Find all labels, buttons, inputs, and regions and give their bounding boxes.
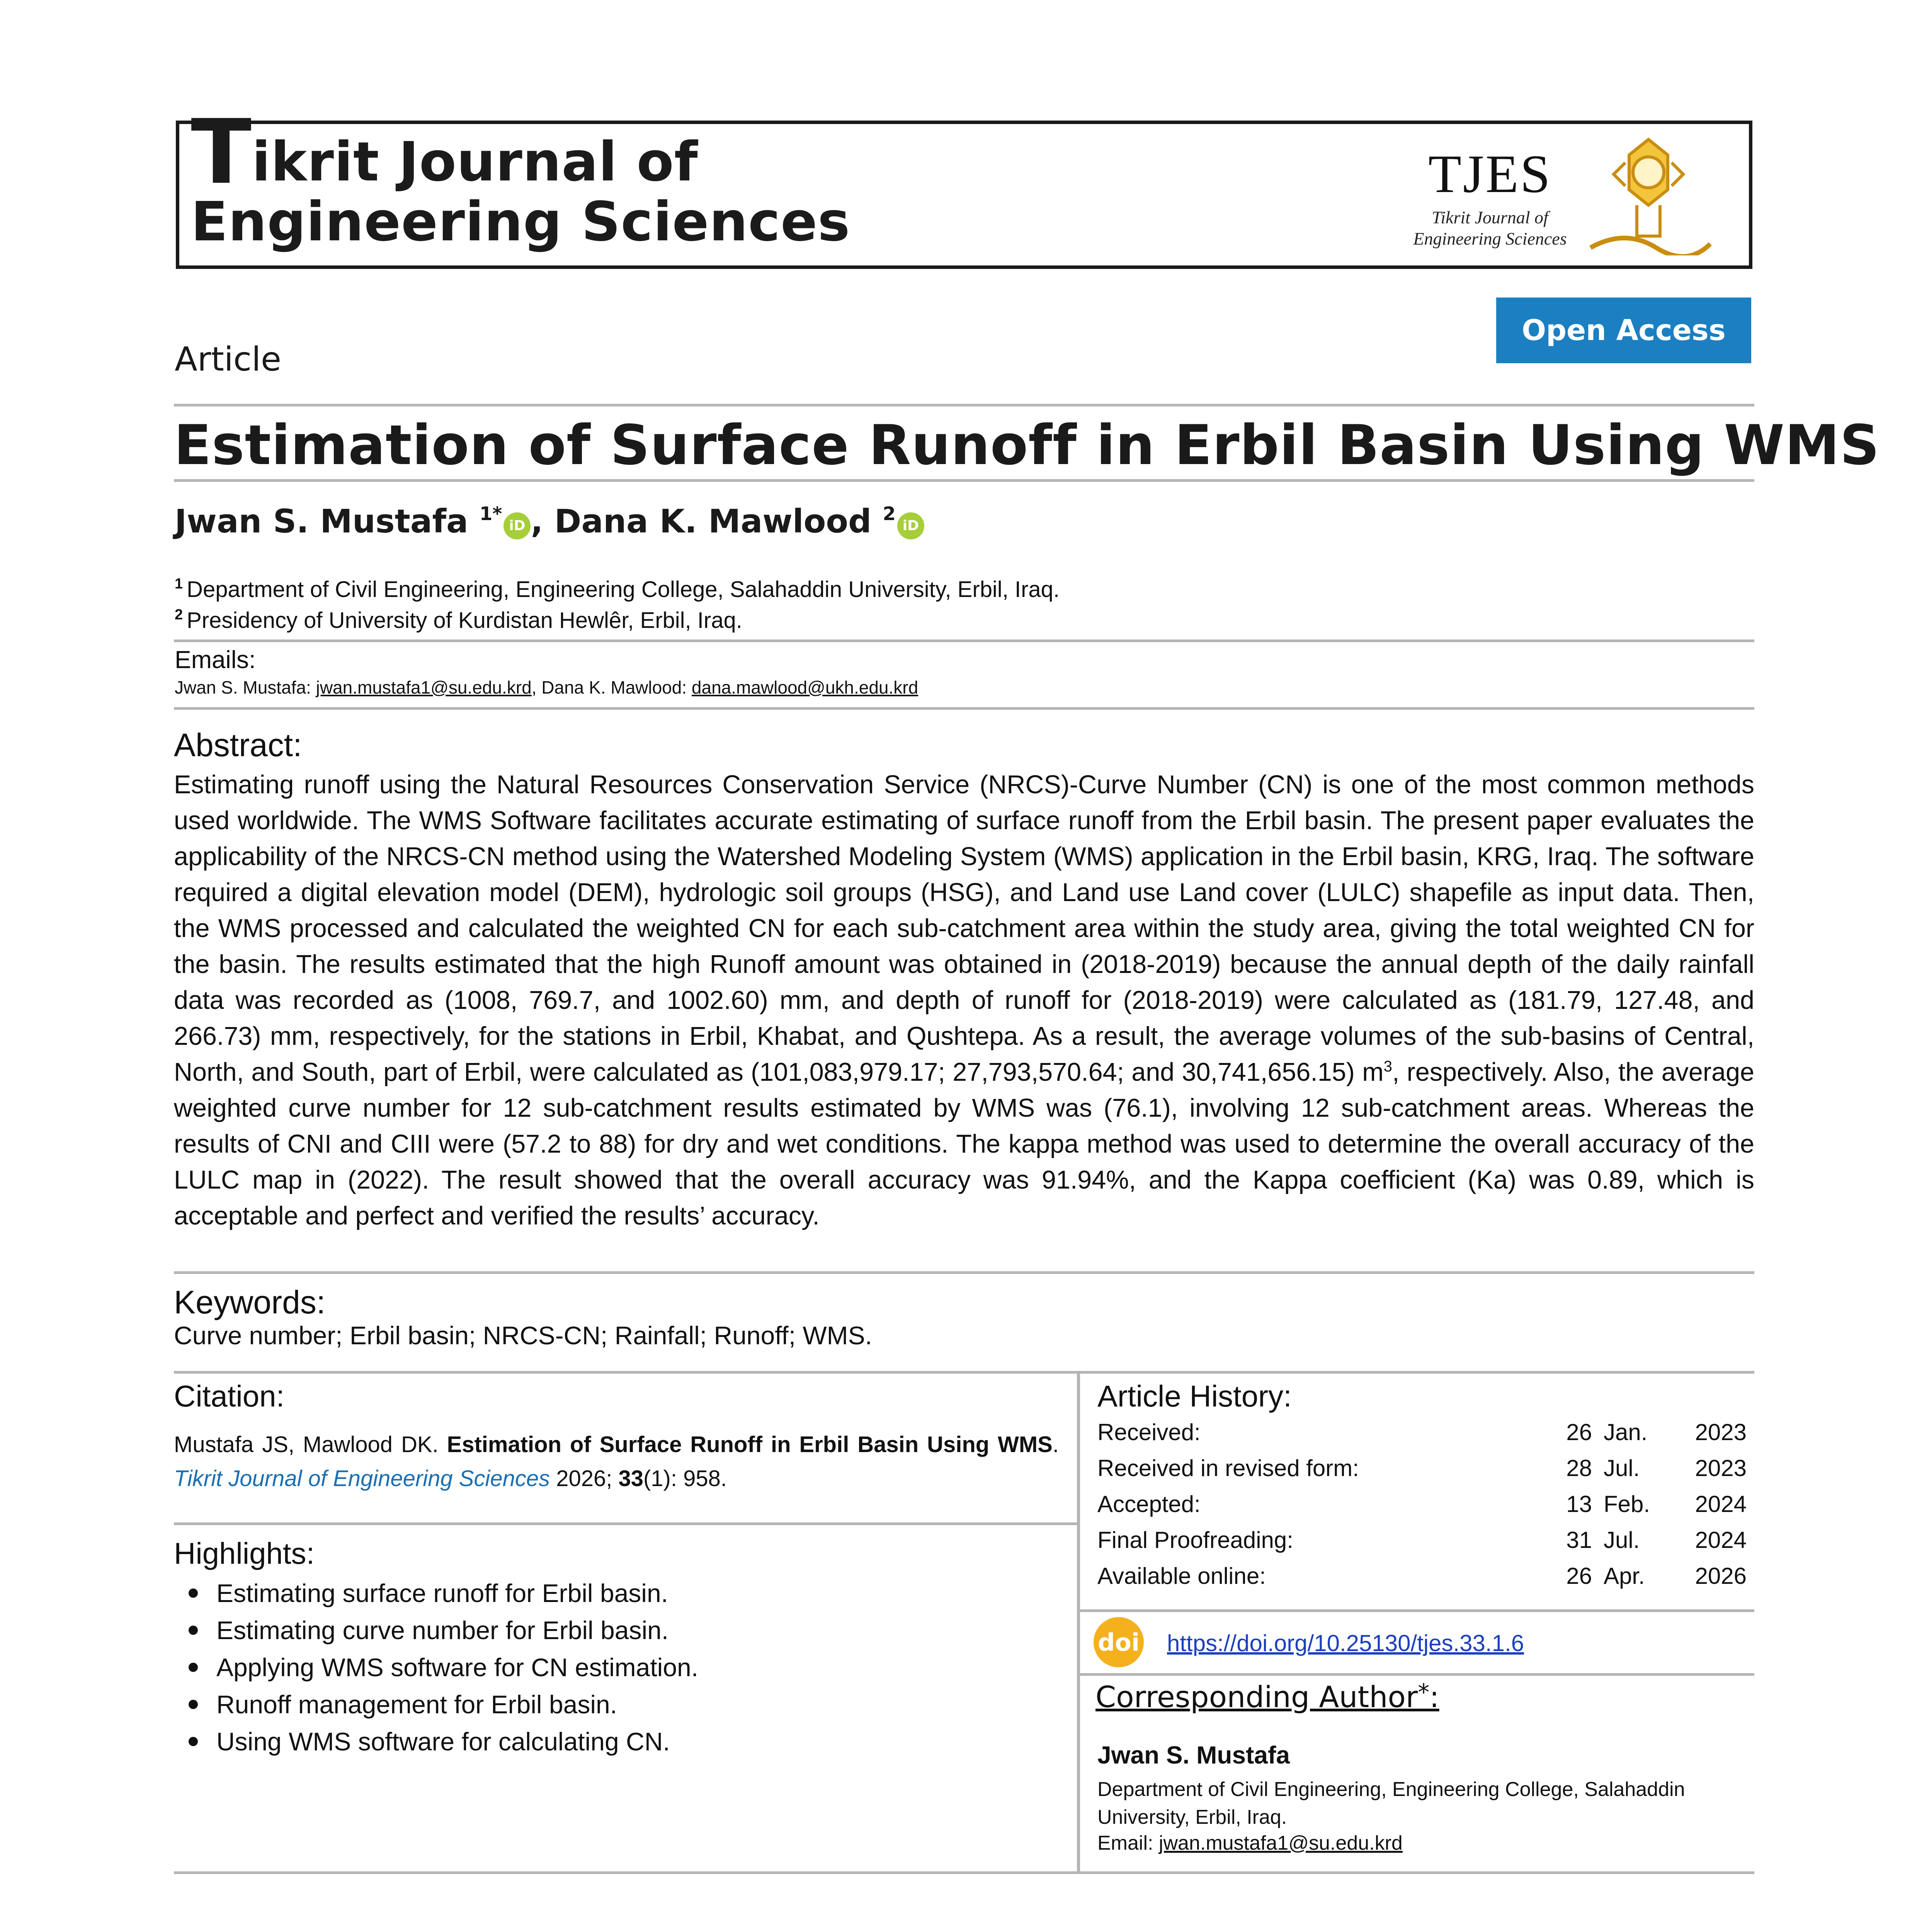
citation-title: Estimation of Surface Runoff in Erbil Basin Using WMS	[447, 1432, 1053, 1457]
author-list	[175, 502, 924, 540]
journal-title-initial: T	[191, 101, 252, 204]
history-day: 26	[1566, 1563, 1592, 1589]
history-month: Jul.	[1604, 1527, 1640, 1553]
highlights-heading: Highlights:	[174, 1536, 315, 1570]
column-divider	[1077, 1374, 1080, 1874]
citation-separator: .	[1052, 1432, 1059, 1457]
divider	[1080, 1673, 1754, 1676]
table-row	[1097, 1414, 1747, 1450]
history-day: 28	[1566, 1455, 1592, 1481]
history-month: Jan.	[1604, 1419, 1648, 1445]
tjes-subtitle-line2: Engineering Sciences	[1413, 229, 1567, 249]
corresponding-author-email	[1097, 1832, 1403, 1855]
author-name: Jwan S. Mustafa	[175, 502, 468, 540]
history-label: Final Proofreading:	[1097, 1527, 1293, 1553]
tjes-logo-block	[1409, 132, 1726, 259]
citation-year: 2026;	[550, 1466, 619, 1491]
email-link[interactable]: dana.mawlood@ukh.edu.krd	[691, 677, 919, 697]
divider	[174, 404, 1754, 406]
author-separator: ,	[531, 502, 555, 540]
citation-journal: Tikrit Journal of Engineering Sciences	[174, 1466, 550, 1491]
history-day: 13	[1566, 1491, 1592, 1517]
tjes-subtitle-line1: Tikrit Journal of	[1432, 207, 1548, 227]
affiliation-2	[175, 607, 742, 633]
corresponding-author-heading	[1095, 1679, 1439, 1714]
paper-title: Estimation of Surface Runoff in Erbil Basin Using WMS	[174, 413, 1880, 477]
tjes-abbreviation: TJES	[1428, 144, 1552, 204]
divider	[174, 1271, 1754, 1274]
divider	[174, 707, 1754, 710]
list-item: Using WMS software for calculating CN.	[174, 1723, 1059, 1760]
author-affiliation-mark: 1*	[479, 503, 502, 525]
article-history-table	[1097, 1414, 1747, 1594]
emails-heading: Emails:	[175, 646, 256, 673]
citation-volume: 33	[618, 1466, 643, 1491]
table-row	[1097, 1558, 1747, 1594]
corresponding-author-dept: Department of Civil Engineering, Engineering College, Salahaddin University, Erbil, Iraq.	[1097, 1778, 1685, 1828]
orcid-icon[interactable]: iD	[503, 512, 531, 539]
author-affiliation-mark: 2	[883, 503, 896, 525]
history-month: Feb.	[1604, 1491, 1650, 1517]
corresponding-author-name: Jwan S. Mustafa	[1097, 1741, 1290, 1769]
abstract-text	[174, 767, 1754, 1234]
keywords-heading: Keywords:	[174, 1284, 326, 1320]
citation-heading: Citation:	[174, 1379, 285, 1413]
abstract-body-continued: , respectively. Also, the average weighted curve number for 12 sub-catchment results estimated by WMS was (76.1), involving 12 sub-catchment areas. Whereas the results of CNI and CIII were (57.2 to 88) for dry and wet conditions. The kappa method was used to determine the overall accuracy of the LULC map in (2022). The result showed that the overall accuracy was 91.94%, and the Kappa coefficient (Ka) was 0.89, which is acceptable and perfect and verified the results’ accuracy.	[174, 1058, 1754, 1230]
journal-title-line1: ikrit Journal of	[252, 131, 698, 194]
doi-link[interactable]: https://doi.org/10.25130/tjes.33.1.6	[1167, 1630, 1524, 1656]
divider	[174, 479, 1754, 482]
list-item: Estimating surface runoff for Erbil basin.	[174, 1575, 1059, 1612]
citation-issue-pages: (1): 958.	[643, 1466, 727, 1491]
history-label: Accepted:	[1097, 1491, 1201, 1517]
list-item: Applying WMS software for CN estimation.	[174, 1649, 1059, 1686]
affiliation-text: Presidency of University of Kurdistan Hewlêr, Erbil, Iraq.	[187, 608, 742, 633]
history-label: Received in revised form:	[1097, 1455, 1359, 1481]
history-day: 31	[1566, 1527, 1592, 1553]
abstract-superscript: 3	[1383, 1058, 1392, 1075]
history-year: 2024	[1695, 1491, 1747, 1517]
table-row	[1097, 1486, 1747, 1522]
open-access-badge[interactable]: Open Access	[1496, 298, 1751, 363]
citation-authors: Mustafa JS, Mawlood DK.	[174, 1432, 447, 1457]
email-author-name: Jwan S. Mustafa:	[175, 677, 311, 697]
emails-line	[175, 677, 918, 698]
affiliation-1	[175, 576, 1060, 602]
tjes-logo-text	[1409, 144, 1571, 249]
history-year: 2023	[1695, 1419, 1747, 1445]
list-item: Runoff management for Erbil basin.	[174, 1686, 1059, 1723]
email-label: Email:	[1097, 1832, 1159, 1854]
highlights-list	[174, 1575, 1059, 1760]
divider	[174, 639, 1754, 642]
history-day: 26	[1566, 1419, 1592, 1445]
divider	[174, 1522, 1077, 1525]
history-year: 2024	[1695, 1527, 1747, 1553]
keywords-text: Curve number; Erbil basin; NRCS-CN; Rainfall; Runoff; WMS.	[174, 1321, 873, 1350]
affiliation-number: 1	[175, 576, 183, 592]
affiliation-number: 2	[175, 607, 183, 623]
email-separator: ,	[531, 677, 542, 697]
article-type-label: Article	[175, 340, 281, 379]
corresponding-heading-text: Corresponding Author	[1095, 1680, 1418, 1714]
corresponding-colon: :	[1429, 1680, 1439, 1714]
table-row	[1097, 1522, 1747, 1558]
email-link[interactable]: jwan.mustafa1@su.edu.krd	[1158, 1832, 1403, 1854]
journal-title-line2: Engineering Sciences	[191, 190, 850, 253]
affiliation-text: Department of Civil Engineering, Engineering College, Salahaddin University, Erbil, Iraq.	[187, 577, 1060, 602]
university-emblem-icon	[1579, 132, 1718, 255]
abstract-body: Estimating runoff using the Natural Resources Conservation Service (NRCS)-Curve Number (CN) is one of the most common methods used worldwide. The WMS Software facilitates accurate estimating of surface runoff from the Erbil basin. The present paper evaluates the applicability of the NRCS-CN method using the Watershed Modeling System (WMS) application in the Erbil basin, KRG, Iraq. The software required a digital elevation model (DEM), hydrologic soil groups (HSG), and Land use Land cover (LULC) shapefile as input data. Then, the WMS processed and calculated the weighted CN for each sub-catchment area within the study area, giving the total weighted CN for the basin. The results estimated that the high Runoff amount was obtained in (2018-2019) because the annual depth of the daily rainfall data was recorded as (1008, 769.7, and 1002.60) mm, and depth of runoff for (2018-2019) were calculated as (181.79, 127.48, and 266.73) mm, respectively, for the stations in Erbil, Khabat, and Qushtepa. As a result, the average volumes of the sub-basins of Central, North, and South, part of Erbil, were calculated as (101,083,979.17; 27,793,570.64; and 30,741,656.15) m	[174, 770, 1754, 1087]
divider	[1080, 1609, 1754, 1612]
orcid-icon[interactable]: iD	[897, 512, 924, 539]
divider	[174, 1871, 1754, 1874]
journal-masthead	[176, 101, 1752, 269]
doi-icon: doi	[1094, 1617, 1144, 1667]
history-year: 2026	[1695, 1563, 1747, 1589]
journal-title	[191, 101, 850, 253]
history-year: 2023	[1695, 1455, 1747, 1481]
history-month: Jul.	[1604, 1455, 1640, 1481]
author-name: Dana K. Mawlood	[554, 502, 872, 540]
history-label: Received:	[1097, 1419, 1201, 1445]
email-author-name: Dana K. Mawlood:	[541, 677, 687, 697]
history-month: Apr.	[1604, 1563, 1645, 1589]
table-row	[1097, 1450, 1747, 1486]
article-history-heading: Article History:	[1097, 1379, 1292, 1413]
abstract-heading: Abstract:	[174, 727, 302, 763]
corresponding-star: *	[1418, 1679, 1430, 1706]
divider	[174, 1371, 1754, 1374]
history-label: Available online:	[1097, 1563, 1266, 1589]
list-item: Estimating curve number for Erbil basin.	[174, 1612, 1059, 1649]
email-link[interactable]: jwan.mustafa1@su.edu.krd	[316, 677, 532, 697]
citation-text	[174, 1428, 1059, 1496]
